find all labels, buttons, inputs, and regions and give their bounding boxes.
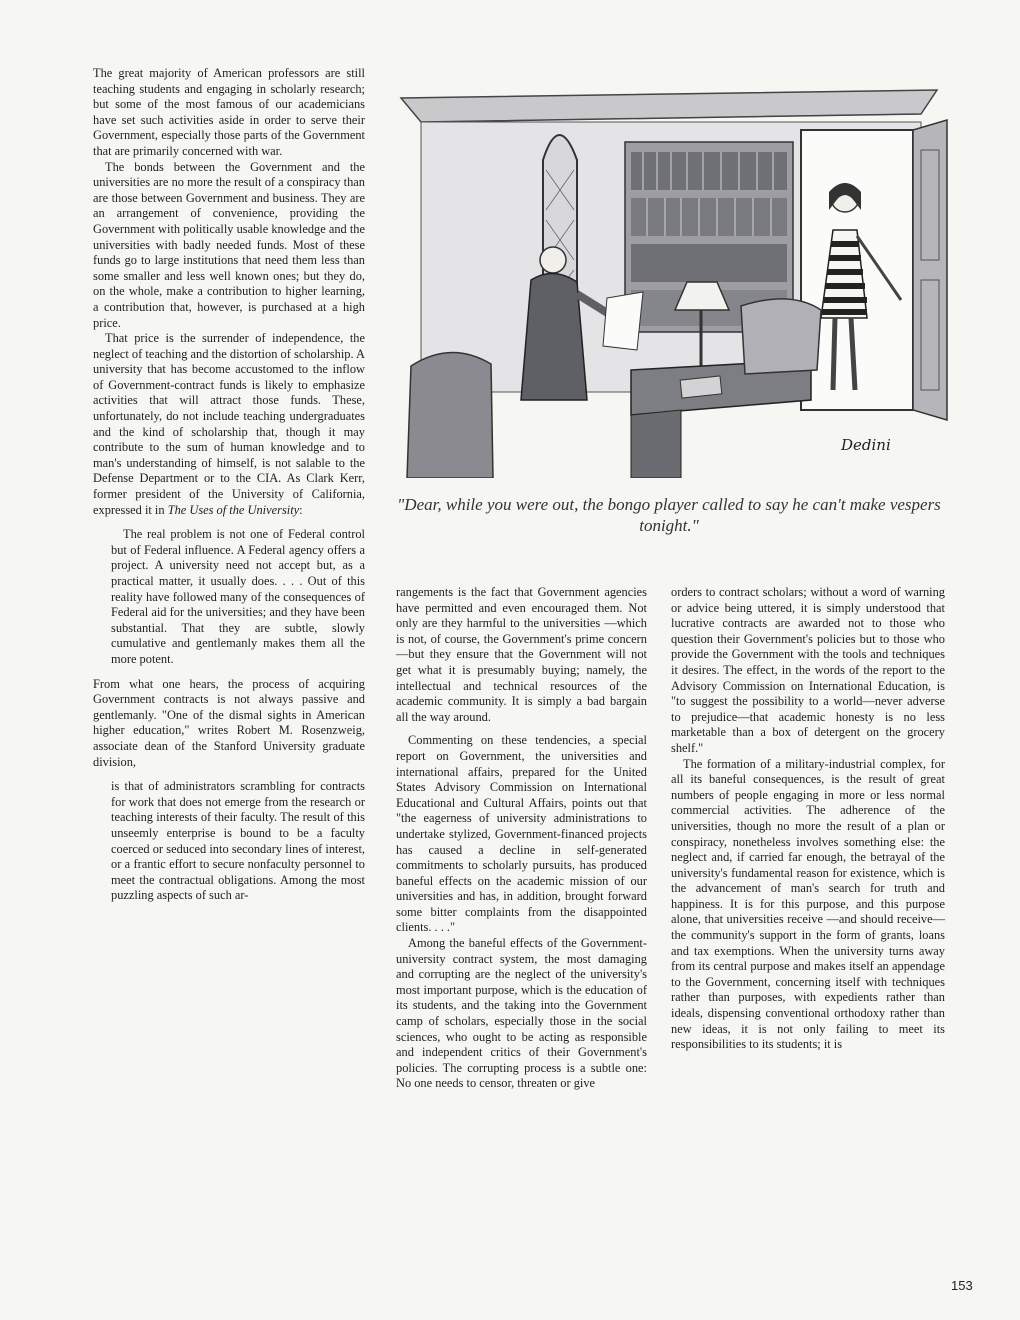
paragraph: The great majority of American professors are still teaching students and engaging in scholarly research; but some of the most famous of our academicians have set such activities aside in order to serve their Government, especially those parts of the Government that are primarily concerned with war.: [93, 66, 365, 158]
article-column-2: [396, 585, 647, 1092]
block-quote: [111, 527, 365, 667]
paragraph: Among the baneful effects of the Government-university contract system, the most damaging and corrupting are the neglect of the university's most important purpose, which is the education of its students, and the taking into the Government camp of scholars, especially those in the social sciences, who ought to be acting as responsible and independent critics of their Government's policies. The corrupting process is a subtle one: No one needs to censor, threaten or give: [396, 936, 647, 1091]
quote-text: The real problem is not one of Federal control but of Federal influence. A Federal agency offers a project. A university need not accept but, as a practical matter, it usually does. . . . Out of this reality have followed many of the consequences of Federal aid for the universities; and they have been substantial. That they are subtle, slowly cumulative and gentlemanly makes them all the more potent.: [111, 527, 365, 666]
article-column-3: [671, 585, 945, 1053]
book-title: The Uses of the University: [167, 502, 300, 517]
paragraph: rangements is the fact that Government agencies have permitted and even encouraged them. Not only are they harmful to the universities —which is not, of course, the Government's prime concern—but they ensure that the Government will not get what it is presumably buying; namely, the intellectual and technical resources of the academic community. It is simply a bad bargain all the way around.: [396, 585, 647, 724]
block-quote: [111, 779, 365, 904]
page-number: 153: [951, 1278, 973, 1293]
cartoon-caption: "Dear, while you were out, the bongo player called to say he can't make vespers tonight.": [397, 495, 941, 535]
article-column-1: [93, 66, 365, 913]
quote-text: is that of administrators scrambling for contracts for work that does not emerge from the research or teaching interests of their faculty. The result of this unseemly enterprise is bound to be a faculty coerced or seduced into secondary lines of interest, or a frantic effort to secure nonfaculty personnel to meet the contractual obligations. Among the most puzzling aspects of such ar-: [111, 779, 365, 903]
paragraph: From what one hears, the process of acquiring Government contracts is not always passive and gentlemanly. "One of the dismal sights in American higher education," writes Robert M. Rosenzweig, associate dean of the Stanford University graduate division,: [93, 676, 365, 769]
paragraph: The bonds between the Government and the universities are no more the result of a conspiracy than are those between Government and business. They are an arrangement of convenience, providing the Government with politically usable knowledge and the universities with badly needed funds. Most of these funds go to large institutions that need them less than some smaller and less well known ones; but they do, on the whole, make a contribution to higher learning, a contribution that, however, is purchased at a high price.: [93, 159, 365, 330]
cartoon-illustration: [381, 70, 957, 478]
artist-signature: Dedini: [841, 436, 891, 454]
paragraph: orders to contract scholars; without a word of warning or advice being uttered, it is simply understood that lucrative contracts are awarded not to those who question their Government's policies but to those who provide the Government with the tools and techniques it desires. The effect, in the words of the report to the Advisory Commission on International Education, is "to suggest the possibility to a world—never adverse to prejudice—that academic honesty is no less marketable than a box of detergent on the grocery shelf.": [671, 585, 945, 755]
paragraph: That price is the surrender of independence, the neglect of teaching and the distortion of scholarship. A university that has become accustomed to the inflow of Government-contract funds is likely to emphasize activities that will attract those funds. These, unfortunately, do not include teaching undergraduates and the kind of scholarship that, though it may contribute to the sum of human knowledge and to man's understanding of himself, is not salable to the Defense Department or to the CIA. As Clark Kerr, former president of the University of California, expressed it in The Uses of the University:: [93, 331, 365, 517]
paragraph: The formation of a military-industrial complex, for all its baneful consequences, is the result of great numbers of people engaging in more or less normal commercial activities. The adherence of the universities, though no more the result of a plan or conspiracy, nonetheless involves something else: the neglect and, if carried far enough, the betrayal of the university's fundamental reason for existence, which is the advancement of man's search for truth and happiness. It is for this purpose, and this purpose alone, that universities receive —and should receive—the community's support in the form of grants, loans and tax exemptions. When the university turns away from its central purpose and makes itself an appendage to the Government, concerning itself with techniques rather than purposes, with expedients rather than ideals, dispensing conventional orthodoxy rather than new ideas, it is not only failing to meet its responsibilities to its students; it is: [671, 756, 945, 1052]
paragraph: Commenting on these tendencies, a special report on Government, the universities and international affairs, prepared for the United States Advisory Commission on International Educational and Cultural Affairs, points out that "the eagerness of university administrations to undertake stylized, Government-financed projects has caused a decline in self-generated commitments to scholarly pursuits, has produced baneful effects on the academic mission of our universities and has, in addition, brought forward some bitter complaints from the disappointed clients. . . .": [396, 733, 647, 935]
